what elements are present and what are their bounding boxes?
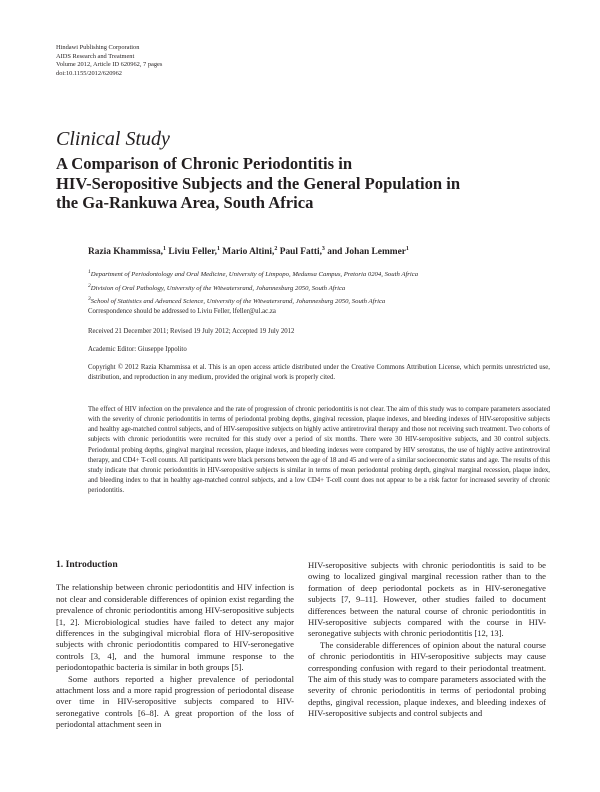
journal-header xyxy=(56,44,162,78)
author-list xyxy=(88,246,409,257)
section-heading: 1. Introduction xyxy=(56,559,118,570)
article-dates: Received 21 December 2011; Revised 19 July 2012; Accepted 19 July 2012 xyxy=(88,328,295,335)
author-affil-ref: 3 xyxy=(321,246,325,252)
body-paragraph: The relationship between chronic periodontitis and HIV infection is not clear and considerable differences of opinion exist regarding the prevalence of chronic periodontitis among HIV-seropositive subjects [1, 2]. Microbiological studies have failed to detect any major differences in the subgingival microbial flora of HIV-seropositive subjects with chronic periodontitis compared to HIV-seronegative controls [3, 4], and the humoral immune response to the periodontopathic bacteria is similar in both groups [5]. xyxy=(56,582,294,673)
affiliation: $^1$Department of Periodontology and Oral Medicine, University of Limpopo, Medunsa Campus, Pretoria 0204, South Africa xyxy=(88,269,419,279)
copyright-notice: Copyright © 2012 Razia Khammissa et al. This is an open access article distributed under the Creative Commons Attribution License, which permits unrestricted use, distribution, and reproduction in any medium, provided the original work is properly cited. xyxy=(88,364,550,382)
doi-link[interactable]: doi:10.1155/2012/620962 xyxy=(56,69,122,77)
author-affil-ref: 1 xyxy=(405,246,409,252)
author-affil-ref: 1 xyxy=(216,246,220,252)
publisher-name: Hindawi Publishing Corporation xyxy=(56,44,140,51)
author-name: and Johan Lemmer xyxy=(327,247,406,258)
body-paragraph: Some authors reported a higher prevalence of periodontal attachment loss and a more rapid progression of periodontal disease over time in HIV-seropositive subjects compared to HIV-seronegative controls [6–8]. A great proportion of the loss of periodontal attachment seen in xyxy=(56,673,294,730)
author-affil-ref: 2 xyxy=(274,246,278,252)
author-name: Mario Altini, xyxy=(222,247,275,258)
volume-info: Volume 2012, Article ID 620962, 7 pages xyxy=(56,61,163,69)
title-line: HIV-Seropositive Subjects and the General Population in xyxy=(56,173,461,193)
correspondence: Correspondence should be addressed to Liviu Feller, lfeller@ul.ac.za xyxy=(88,308,276,315)
title-line: A Comparison of Chronic Periodontitis in xyxy=(56,154,353,173)
article-type: Clinical Study xyxy=(56,128,170,150)
affiliation: $^3$School of Statistics and Advanced Science, University of the Witwatersrand, Johannesburg 2050, South Africa xyxy=(88,296,386,306)
title-line: the Ga-Rankuwa Area, South Africa xyxy=(56,193,314,213)
academic-editor: Academic Editor: Giuseppe Ippolito xyxy=(88,346,187,353)
author-name: Razia Khammissa, xyxy=(88,247,163,258)
affiliation: $^2$Division of Oral Pathology, University of the Witwatersrand, Johannesburg 2050, South Africa xyxy=(88,282,346,292)
journal-name: AIDS Research and Treatment xyxy=(56,52,135,60)
author-name: Liviu Feller, xyxy=(168,247,217,258)
intro-right-column xyxy=(308,560,546,720)
body-paragraph: The considerable differences of opinion about the natural course of chronic periodontitis in HIV-seropositive subjects may cause corresponding confusion with regard to their periodontal treatment. The aim of this study was to compare parameters associated with the severity of chronic periodontitis in terms of periodontal probing depths, gingival recession, plaque indexes, and bleeding indexes of HIV-seropositive subjects and control subjects and xyxy=(308,639,546,719)
intro-left-column xyxy=(56,559,294,731)
article-title xyxy=(56,154,556,213)
affiliation-list xyxy=(88,267,418,308)
author-name: Paul Fatti, xyxy=(279,247,322,258)
body-paragraph: HIV-seropositive subjects with chronic periodontitis is said to be owing to localized gingival marginal recession rather than to the formation of deep periodontal pockets as in HIV-seronegative subjects [7, 9–11]. However, other studies failed to document differences between the natural course of chronic periodontitis in HIV-seropositive subjects compared with the course in HIV-seronegative subjects with chronic periodontitis [12, 13]. xyxy=(308,560,546,639)
abstract-text: The effect of HIV infection on the prevalence and the rate of progression of chronic periodontitis is not clear. The aim of this study was to compare parameters associated with the severity of chronic periodontitis in terms of periodontal probing depths, gingival recession, plaque indexes, and bleeding indexes of HIV-seropositive subjects and healthy age-matched control subjects, and of HIV-seropositive subjects on highly active antiretroviral therapy and those not receiving such treatment. Two cohorts of subjects with chronic periodontitis were recruited for this study over a period of six months. There were 30 HIV-seropositive subjects, and 30 control subjects. Periodontal probing depths, gingival marginal recession, plaque indexes, and bleeding indexes were compared by HIV serostatus, the use of highly active antiretroviral therapy, and CD4+ T-cell counts. All participants were black persons between the age of 18 and 45 and were of a similar socioeconomic status and age. The results of this study indicate that chronic periodontitis in HIV-seropositive subjects is similar in terms of mean periodontal probing depth, gingival marginal recession, plaque index, and bleeding index to that in healthy age-matched control subjects, and a low CD4+ T-cell count does not appear to be a risk factor for increased severity of chronic periodontitis. xyxy=(88,406,550,495)
author-affil-ref: 1 xyxy=(163,246,166,252)
